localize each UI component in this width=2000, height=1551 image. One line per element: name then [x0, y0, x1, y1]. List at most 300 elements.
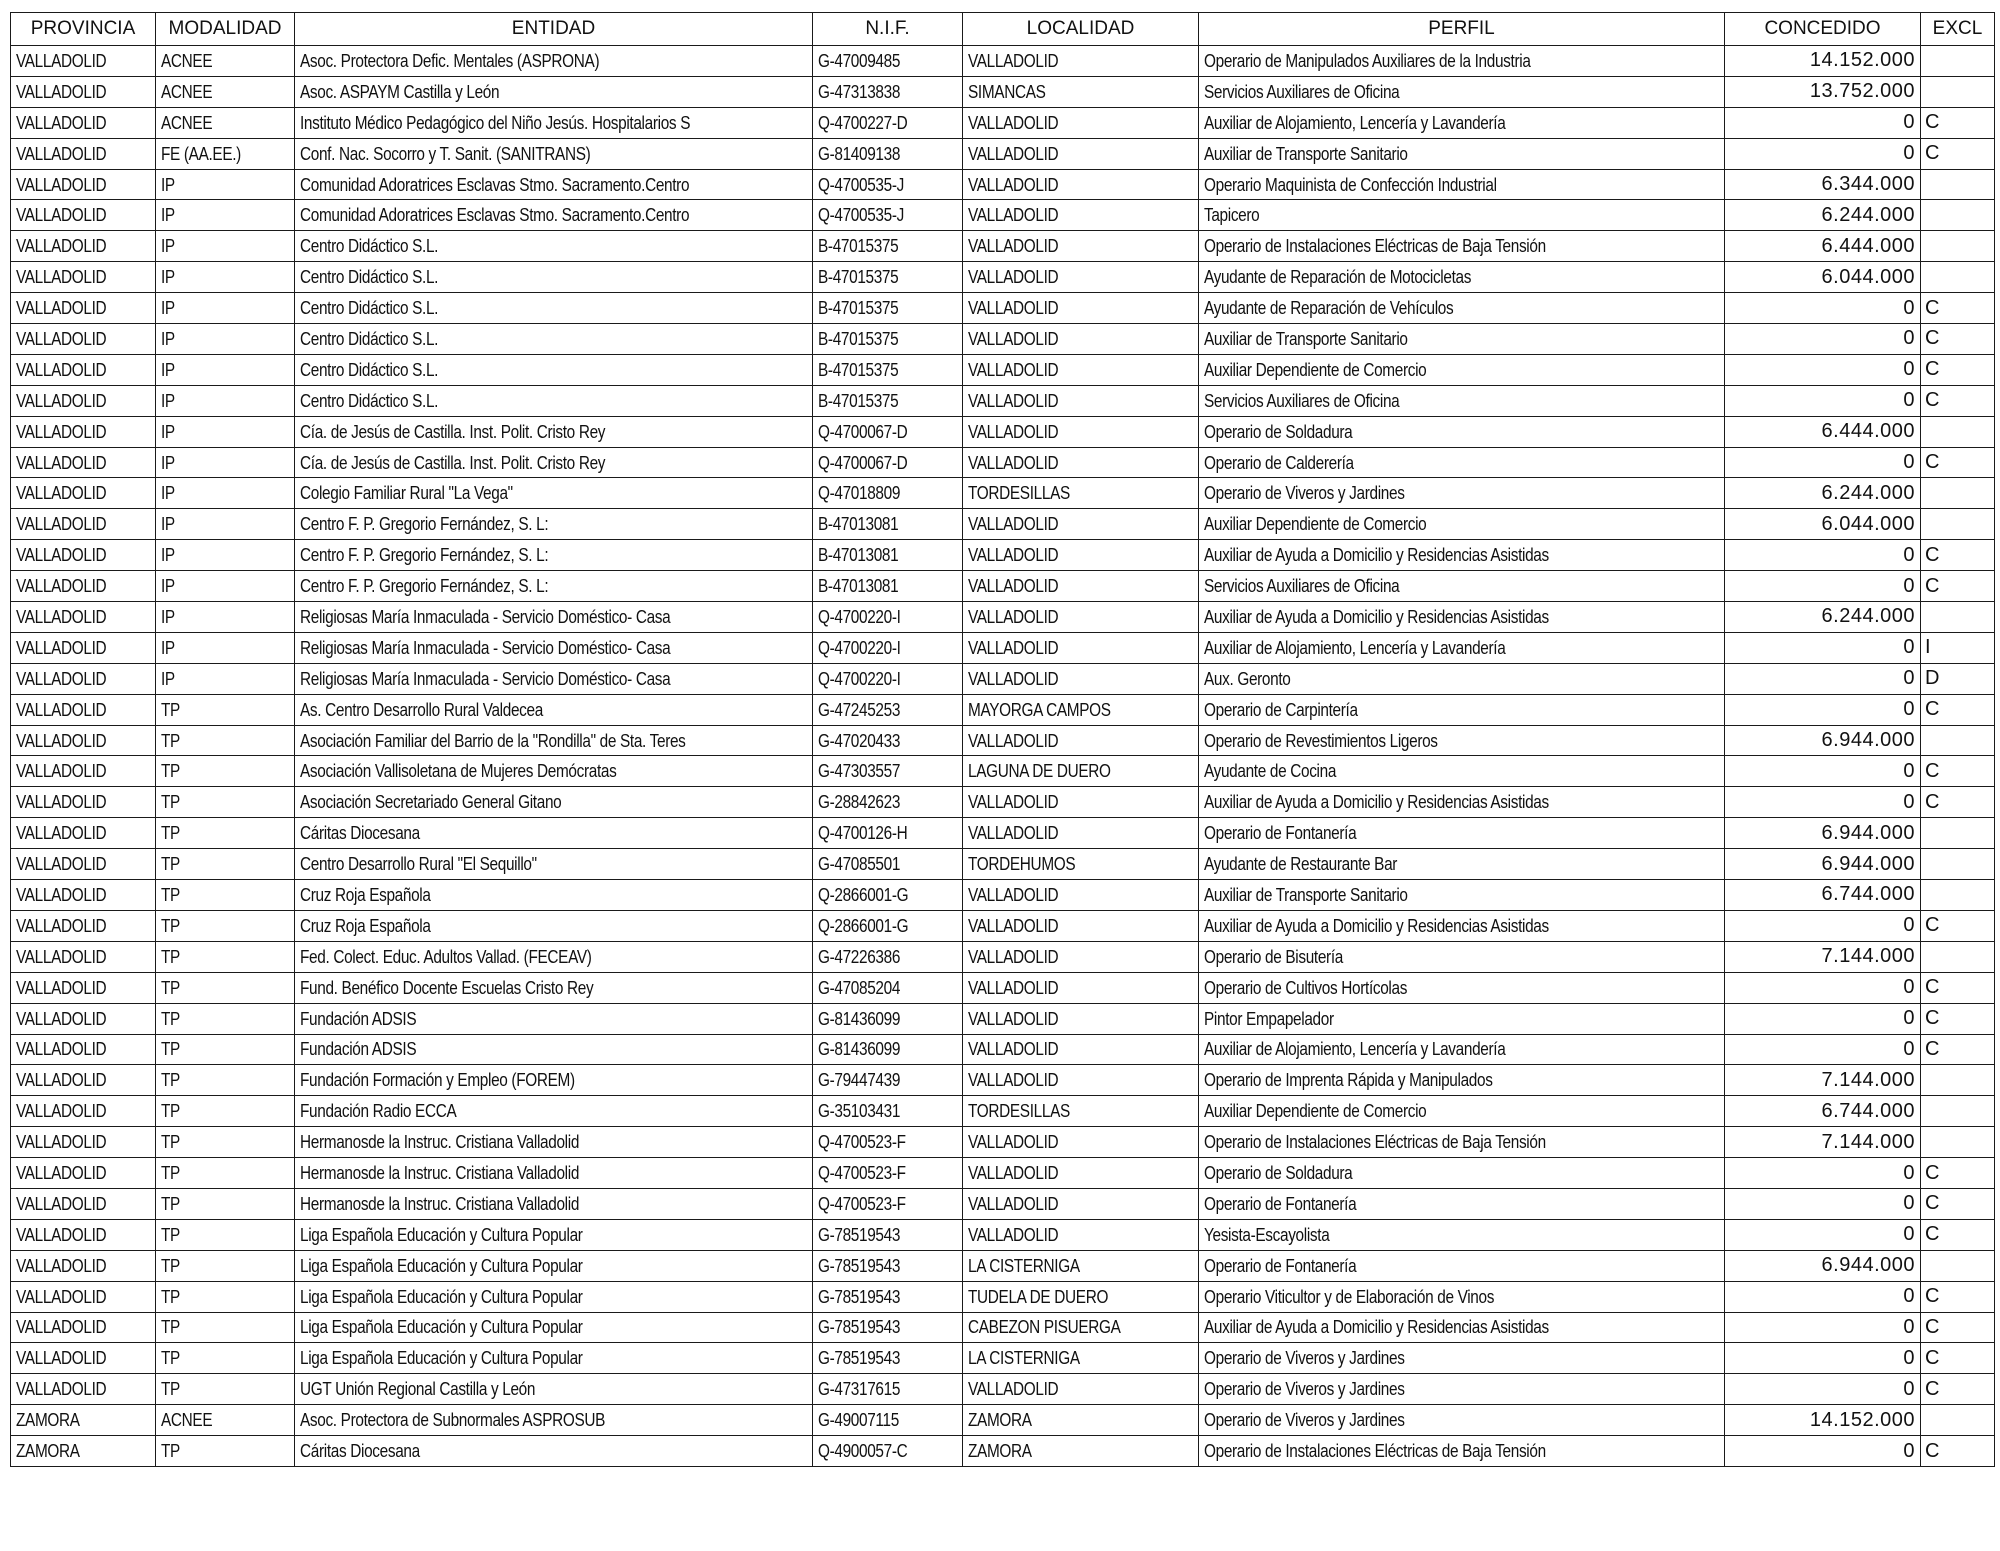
cell-perfil-text: Servicios Auxiliares de Oficina: [1204, 575, 1400, 597]
cell-localidad: [963, 910, 1199, 941]
table-row: [11, 1065, 1995, 1096]
cell-perfil: [1199, 602, 1725, 633]
cell-nif: [813, 1250, 963, 1281]
cell-modalidad: [156, 1312, 295, 1343]
table-row: [11, 787, 1995, 818]
cell-nif: [813, 1127, 963, 1158]
cell-provincia-text: VALLADOLID: [16, 1069, 107, 1091]
cell-modalidad-text: TP: [161, 1378, 180, 1400]
cell-perfil: [1199, 972, 1725, 1003]
cell-nif: [813, 509, 963, 540]
table-row: [11, 354, 1995, 385]
cell-modalidad: [156, 324, 295, 355]
cell-provincia: [11, 540, 156, 571]
cell-entidad-text: As. Centro Desarrollo Rural Valdecea: [300, 698, 543, 720]
cell-nif: [813, 1312, 963, 1343]
cell-concedido: 0: [1725, 1219, 1921, 1250]
cell-nif: [813, 1436, 963, 1467]
cell-provincia-text: VALLADOLID: [16, 883, 107, 905]
cell-provincia: [11, 509, 156, 540]
cell-perfil: [1199, 787, 1725, 818]
table-row: [11, 1281, 1995, 1312]
cell-localidad: [963, 76, 1199, 107]
cell-entidad-text: Liga Española Educación y Cultura Popular: [300, 1316, 583, 1338]
cell-provincia-text: VALLADOLID: [16, 513, 107, 535]
cell-localidad-text: VALLADOLID: [968, 420, 1059, 442]
cell-perfil-text: Auxiliar de Ayuda a Domicilio y Residencias Asistidas: [1204, 605, 1549, 627]
cell-entidad-text: Cruz Roja Española: [300, 883, 431, 905]
table-row: [11, 540, 1995, 571]
cell-entidad: [295, 1003, 813, 1034]
cell-modalidad: [156, 1188, 295, 1219]
cell-modalidad-text: IP: [161, 605, 175, 627]
cell-perfil: [1199, 663, 1725, 694]
cell-modalidad-text: IP: [161, 667, 175, 689]
cell-entidad: [295, 1312, 813, 1343]
cell-provincia: [11, 1281, 156, 1312]
cell-excl: [1921, 231, 1995, 262]
cell-localidad: [963, 1188, 1199, 1219]
cell-nif: [813, 231, 963, 262]
cell-entidad-text: Liga Española Educación y Cultura Popular: [300, 1223, 583, 1245]
cell-perfil: [1199, 262, 1725, 293]
cell-concedido: 14.152.000: [1725, 1405, 1921, 1436]
cell-perfil-text: Operario de Soldadura: [1204, 1162, 1353, 1183]
cell-concedido: 6.044.000: [1725, 262, 1921, 293]
cell-entidad: [295, 478, 813, 509]
header-modalidad: MODALIDAD: [156, 13, 295, 46]
cell-localidad-text: VALLADOLID: [968, 667, 1059, 689]
cell-localidad-text: VALLADOLID: [968, 883, 1059, 905]
cell-localidad-text: VALLADOLID: [968, 204, 1059, 226]
cell-localidad: [963, 941, 1199, 972]
cell-entidad: [295, 231, 813, 262]
cell-entidad: [295, 571, 813, 602]
cell-localidad-text: LAGUNA DE DUERO: [968, 760, 1111, 782]
cell-provincia: [11, 354, 156, 385]
cell-excl: C: [1921, 293, 1995, 324]
cell-excl: [1921, 941, 1995, 972]
cell-modalidad-text: ACNEE: [161, 111, 213, 133]
table-row: [11, 262, 1995, 293]
cell-modalidad: [156, 262, 295, 293]
cell-modalidad: [156, 632, 295, 663]
cell-nif-text: Q-4700126-H: [818, 822, 908, 844]
cell-provincia: [11, 1003, 156, 1034]
cell-nif: [813, 1096, 963, 1127]
cell-entidad-text: Centro F. P. Gregorio Fernández, S. L:: [300, 544, 549, 566]
cell-perfil: [1199, 725, 1725, 756]
cell-excl: C: [1921, 107, 1995, 138]
cell-concedido: 6.744.000: [1725, 880, 1921, 911]
cell-nif-text: B-47013081: [818, 575, 899, 597]
cell-concedido: 0: [1725, 571, 1921, 602]
cell-entidad: [295, 107, 813, 138]
cell-provincia: [11, 1219, 156, 1250]
cell-modalidad-text: TP: [161, 1347, 180, 1369]
cell-entidad-text: Asoc. Protectora Defic. Mentales (ASPRONA): [300, 49, 600, 71]
cell-modalidad-text: IP: [161, 575, 175, 597]
cell-perfil: [1199, 324, 1725, 355]
cell-nif: [813, 910, 963, 941]
cell-entidad: [295, 1374, 813, 1405]
cell-concedido: 13.752.000: [1725, 76, 1921, 107]
cell-localidad-text: TORDEHUMOS: [968, 853, 1076, 875]
cell-localidad: [963, 694, 1199, 725]
table-row: [11, 324, 1995, 355]
cell-entidad-text: Liga Española Educación y Cultura Popular: [300, 1254, 583, 1276]
cell-nif-text: G-35103431: [818, 1100, 901, 1122]
cell-modalidad: [156, 694, 295, 725]
table-row: [11, 107, 1995, 138]
cell-entidad-text: Liga Española Educación y Cultura Popular: [300, 1347, 583, 1369]
cell-modalidad: [156, 1343, 295, 1374]
cell-concedido: 0: [1725, 1436, 1921, 1467]
cell-perfil-text: Auxiliar Dependiente de Comercio: [1204, 1100, 1427, 1122]
cell-provincia-text: VALLADOLID: [16, 80, 107, 102]
cell-localidad: [963, 725, 1199, 756]
cell-nif: [813, 725, 963, 756]
cell-modalidad-text: TP: [161, 1440, 180, 1462]
cell-modalidad-text: TP: [161, 698, 180, 720]
cell-perfil-text: Auxiliar de Transporte Sanitario: [1204, 883, 1408, 905]
cell-provincia: [11, 632, 156, 663]
cell-excl: C: [1921, 1436, 1995, 1467]
cell-excl: I: [1921, 632, 1995, 663]
cell-provincia-text: VALLADOLID: [16, 976, 107, 998]
cell-modalidad: [156, 787, 295, 818]
cell-provincia: [11, 1312, 156, 1343]
cell-nif: [813, 1374, 963, 1405]
cell-entidad: [295, 1219, 813, 1250]
table-row: [11, 571, 1995, 602]
table-row: [11, 756, 1995, 787]
cell-perfil: [1199, 571, 1725, 602]
cell-modalidad-text: TP: [161, 976, 180, 998]
cell-nif: [813, 200, 963, 231]
cell-perfil: [1199, 385, 1725, 416]
cell-nif-text: Q-4700227-D: [818, 111, 908, 133]
cell-modalidad: [156, 169, 295, 200]
cell-entidad: [295, 1096, 813, 1127]
cell-modalidad-text: IP: [161, 297, 175, 319]
cell-perfil: [1199, 941, 1725, 972]
cell-provincia-text: VALLADOLID: [16, 544, 107, 566]
cell-entidad-text: Fundación Radio ECCA: [300, 1100, 457, 1122]
cell-localidad-text: VALLADOLID: [968, 1131, 1059, 1153]
cell-entidad: [295, 293, 813, 324]
cell-modalidad-text: IP: [161, 358, 175, 380]
cell-nif-text: G-81436099: [818, 1007, 901, 1029]
cell-provincia: [11, 1096, 156, 1127]
cell-localidad: [963, 880, 1199, 911]
cell-nif: [813, 385, 963, 416]
cell-localidad: [963, 972, 1199, 1003]
cell-concedido: 6.944.000: [1725, 725, 1921, 756]
cell-localidad: [963, 262, 1199, 293]
cell-perfil: [1199, 1343, 1725, 1374]
cell-nif: [813, 540, 963, 571]
cell-provincia: [11, 231, 156, 262]
cell-localidad: [963, 324, 1199, 355]
cell-entidad: [295, 1343, 813, 1374]
cell-modalidad-text: IP: [161, 266, 175, 288]
cell-provincia-text: VALLADOLID: [16, 266, 107, 288]
cell-concedido: 0: [1725, 787, 1921, 818]
cell-excl: [1921, 1096, 1995, 1127]
cell-excl: C: [1921, 1281, 1995, 1312]
cell-perfil: [1199, 632, 1725, 663]
cell-modalidad-text: TP: [161, 729, 180, 751]
cell-localidad: [963, 602, 1199, 633]
header-row: [11, 13, 1995, 46]
cell-modalidad-text: TP: [161, 1162, 180, 1183]
cell-entidad-text: Liga Española Educación y Cultura Popular: [300, 1285, 583, 1307]
cell-provincia: [11, 602, 156, 633]
cell-perfil: [1199, 880, 1725, 911]
cell-nif-text: Q-4700067-D: [818, 420, 908, 442]
cell-localidad-text: VALLADOLID: [968, 1162, 1059, 1183]
cell-localidad-text: MAYORGA CAMPOS: [968, 698, 1111, 720]
cell-localidad: [963, 1158, 1199, 1189]
cell-modalidad: [156, 509, 295, 540]
table-row: [11, 1127, 1995, 1158]
cell-excl: C: [1921, 138, 1995, 169]
cell-perfil: [1199, 694, 1725, 725]
cell-entidad: [295, 1158, 813, 1189]
cell-perfil-text: Tapicero: [1204, 204, 1260, 226]
cell-perfil-text: Operario Viticultor y de Elaboración de Vinos: [1204, 1285, 1495, 1307]
cell-provincia: [11, 1436, 156, 1467]
cell-entidad-text: Comunidad Adoratrices Esclavas Stmo. Sacramento.Centro: [300, 204, 690, 226]
table-row: [11, 76, 1995, 107]
cell-entidad: [295, 694, 813, 725]
cell-modalidad: [156, 1250, 295, 1281]
cell-nif: [813, 818, 963, 849]
cell-nif: [813, 941, 963, 972]
cell-localidad: [963, 1405, 1199, 1436]
table-row: [11, 46, 1995, 77]
cell-entidad-text: Hermanosde la Instruc. Cristiana Valladolid: [300, 1162, 580, 1183]
cell-excl: [1921, 1065, 1995, 1096]
cell-provincia-text: VALLADOLID: [16, 1100, 107, 1122]
table-row: [11, 416, 1995, 447]
cell-modalidad-text: TP: [161, 914, 180, 936]
cell-modalidad: [156, 1405, 295, 1436]
cell-localidad-text: TORDESILLAS: [968, 1100, 1070, 1122]
cell-perfil: [1199, 478, 1725, 509]
cell-perfil-text: Auxiliar de Ayuda a Domicilio y Residencias Asistidas: [1204, 1316, 1549, 1338]
cell-concedido: 7.144.000: [1725, 941, 1921, 972]
cell-modalidad-text: TP: [161, 883, 180, 905]
cell-nif-text: B-47013081: [818, 513, 899, 535]
cell-concedido: 0: [1725, 972, 1921, 1003]
cell-modalidad: [156, 1436, 295, 1467]
cell-entidad-text: Instituto Médico Pedagógico del Niño Jesús. Hospitalarios S: [300, 111, 691, 133]
cell-entidad-text: Cruz Roja Española: [300, 914, 431, 936]
cell-nif-text: Q-4700535-J: [818, 204, 904, 226]
header-perfil: PERFIL: [1199, 13, 1725, 46]
cell-perfil-text: Aux. Geronto: [1204, 667, 1291, 689]
cell-nif: [813, 694, 963, 725]
cell-nif: [813, 478, 963, 509]
cell-localidad-text: VALLADOLID: [968, 142, 1059, 164]
grants-table: [10, 12, 1995, 1467]
table-row: [11, 972, 1995, 1003]
cell-perfil-text: Operario de Carpintería: [1204, 698, 1358, 720]
cell-excl: C: [1921, 540, 1995, 571]
cell-provincia-text: VALLADOLID: [16, 698, 107, 720]
cell-localidad-text: VALLADOLID: [968, 358, 1059, 380]
cell-provincia-text: VALLADOLID: [16, 1131, 107, 1153]
cell-provincia: [11, 694, 156, 725]
cell-perfil-text: Servicios Auxiliares de Oficina: [1204, 80, 1400, 102]
cell-concedido: 6.244.000: [1725, 200, 1921, 231]
cell-provincia: [11, 818, 156, 849]
cell-modalidad: [156, 756, 295, 787]
cell-modalidad-text: IP: [161, 636, 175, 658]
cell-excl: C: [1921, 972, 1995, 1003]
cell-perfil: [1199, 169, 1725, 200]
cell-provincia-text: VALLADOLID: [16, 1162, 107, 1183]
cell-concedido: 6.244.000: [1725, 602, 1921, 633]
cell-perfil-text: Auxiliar Dependiente de Comercio: [1204, 358, 1427, 380]
cell-nif-text: B-47015375: [818, 327, 899, 349]
cell-nif-text: G-81436099: [818, 1038, 901, 1060]
table-row: [11, 1374, 1995, 1405]
cell-provincia: [11, 725, 156, 756]
cell-concedido: 6.944.000: [1725, 849, 1921, 880]
cell-perfil-text: Auxiliar de Alojamiento, Lencería y Lavandería: [1204, 1038, 1506, 1060]
cell-entidad-text: Centro Desarrollo Rural "El Sequillo": [300, 853, 537, 875]
cell-perfil: [1199, 293, 1725, 324]
cell-modalidad-text: ACNEE: [161, 1409, 213, 1431]
cell-modalidad: [156, 107, 295, 138]
cell-concedido: 0: [1725, 694, 1921, 725]
cell-perfil: [1199, 818, 1725, 849]
cell-modalidad-text: IP: [161, 451, 175, 473]
cell-localidad-text: VALLADOLID: [968, 791, 1059, 813]
cell-modalidad-text: TP: [161, 1100, 180, 1122]
cell-entidad: [295, 941, 813, 972]
cell-modalidad-text: ACNEE: [161, 49, 213, 71]
cell-excl: C: [1921, 571, 1995, 602]
cell-perfil: [1199, 849, 1725, 880]
cell-excl: C: [1921, 1312, 1995, 1343]
cell-concedido: 6.344.000: [1725, 169, 1921, 200]
table-header: [11, 13, 1995, 46]
cell-perfil-text: Ayudante de Restaurante Bar: [1204, 853, 1398, 875]
cell-concedido: 6.044.000: [1725, 509, 1921, 540]
cell-modalidad: [156, 725, 295, 756]
table-row: [11, 694, 1995, 725]
cell-localidad-text: VALLADOLID: [968, 1038, 1059, 1060]
cell-concedido: 0: [1725, 1003, 1921, 1034]
cell-perfil-text: Operario de Bisutería: [1204, 945, 1343, 967]
cell-modalidad-text: TP: [161, 1007, 180, 1029]
cell-modalidad-text: TP: [161, 1316, 180, 1338]
cell-localidad-text: VALLADOLID: [968, 235, 1059, 257]
cell-nif-text: G-47009485: [818, 49, 901, 71]
cell-perfil-text: Ayudante de Reparación de Motocicletas: [1204, 266, 1472, 288]
cell-nif-text: G-78519543: [818, 1316, 901, 1338]
cell-localidad-text: VALLADOLID: [968, 605, 1059, 627]
table-row: [11, 1250, 1995, 1281]
cell-provincia-text: VALLADOLID: [16, 358, 107, 380]
cell-entidad-text: Fund. Benéfico Docente Escuelas Cristo Rey: [300, 976, 594, 998]
cell-perfil-text: Yesista-Escayolista: [1204, 1223, 1330, 1245]
cell-perfil-text: Ayudante de Reparación de Vehículos: [1204, 297, 1454, 319]
cell-localidad: [963, 293, 1199, 324]
cell-excl: C: [1921, 1158, 1995, 1189]
cell-excl: C: [1921, 324, 1995, 355]
cell-entidad: [295, 76, 813, 107]
cell-excl: [1921, 478, 1995, 509]
cell-provincia: [11, 880, 156, 911]
cell-provincia-text: VALLADOLID: [16, 605, 107, 627]
cell-perfil: [1199, 910, 1725, 941]
table-row: [11, 910, 1995, 941]
cell-provincia-text: VALLADOLID: [16, 667, 107, 689]
cell-provincia-text: VALLADOLID: [16, 1378, 107, 1400]
cell-localidad-text: VALLADOLID: [968, 389, 1059, 411]
cell-excl: [1921, 1250, 1995, 1281]
cell-concedido: 0: [1725, 1343, 1921, 1374]
cell-perfil-text: Operario de Viveros y Jardines: [1204, 1378, 1405, 1400]
cell-excl: [1921, 1127, 1995, 1158]
cell-modalidad-text: IP: [161, 173, 175, 195]
cell-provincia: [11, 663, 156, 694]
cell-perfil-text: Operario de Revestimientos Ligeros: [1204, 729, 1438, 751]
table-row: [11, 478, 1995, 509]
cell-nif: [813, 756, 963, 787]
table-row: [11, 1188, 1995, 1219]
cell-excl: C: [1921, 1188, 1995, 1219]
cell-modalidad: [156, 663, 295, 694]
cell-provincia: [11, 756, 156, 787]
cell-perfil-text: Auxiliar de Alojamiento, Lencería y Lavandería: [1204, 636, 1506, 658]
cell-concedido: 0: [1725, 1374, 1921, 1405]
cell-provincia: [11, 1188, 156, 1219]
cell-nif: [813, 1065, 963, 1096]
cell-entidad-text: Religiosas María Inmaculada - Servicio Doméstico- Casa: [300, 605, 671, 627]
cell-excl: C: [1921, 385, 1995, 416]
cell-excl: [1921, 46, 1995, 77]
cell-entidad: [295, 1436, 813, 1467]
cell-concedido: 0: [1725, 1158, 1921, 1189]
cell-localidad-text: SIMANCAS: [968, 80, 1046, 102]
cell-entidad-text: Hermanosde la Instruc. Cristiana Valladolid: [300, 1131, 580, 1153]
cell-provincia: [11, 447, 156, 478]
table-row: [11, 1034, 1995, 1065]
cell-nif-text: G-78519543: [818, 1254, 901, 1276]
table-row: [11, 1003, 1995, 1034]
table-row: [11, 1158, 1995, 1189]
table-row: [11, 880, 1995, 911]
cell-nif: [813, 632, 963, 663]
cell-localidad-text: VALLADOLID: [968, 575, 1059, 597]
cell-perfil: [1199, 46, 1725, 77]
table-row: [11, 849, 1995, 880]
cell-provincia-text: VALLADOLID: [16, 327, 107, 349]
cell-concedido: 0: [1725, 1312, 1921, 1343]
cell-perfil: [1199, 1096, 1725, 1127]
cell-nif: [813, 76, 963, 107]
table-row: [11, 200, 1995, 231]
cell-entidad: [295, 602, 813, 633]
cell-localidad-text: TORDESILLAS: [968, 482, 1070, 504]
cell-perfil-text: Operario de Viveros y Jardines: [1204, 1409, 1405, 1431]
